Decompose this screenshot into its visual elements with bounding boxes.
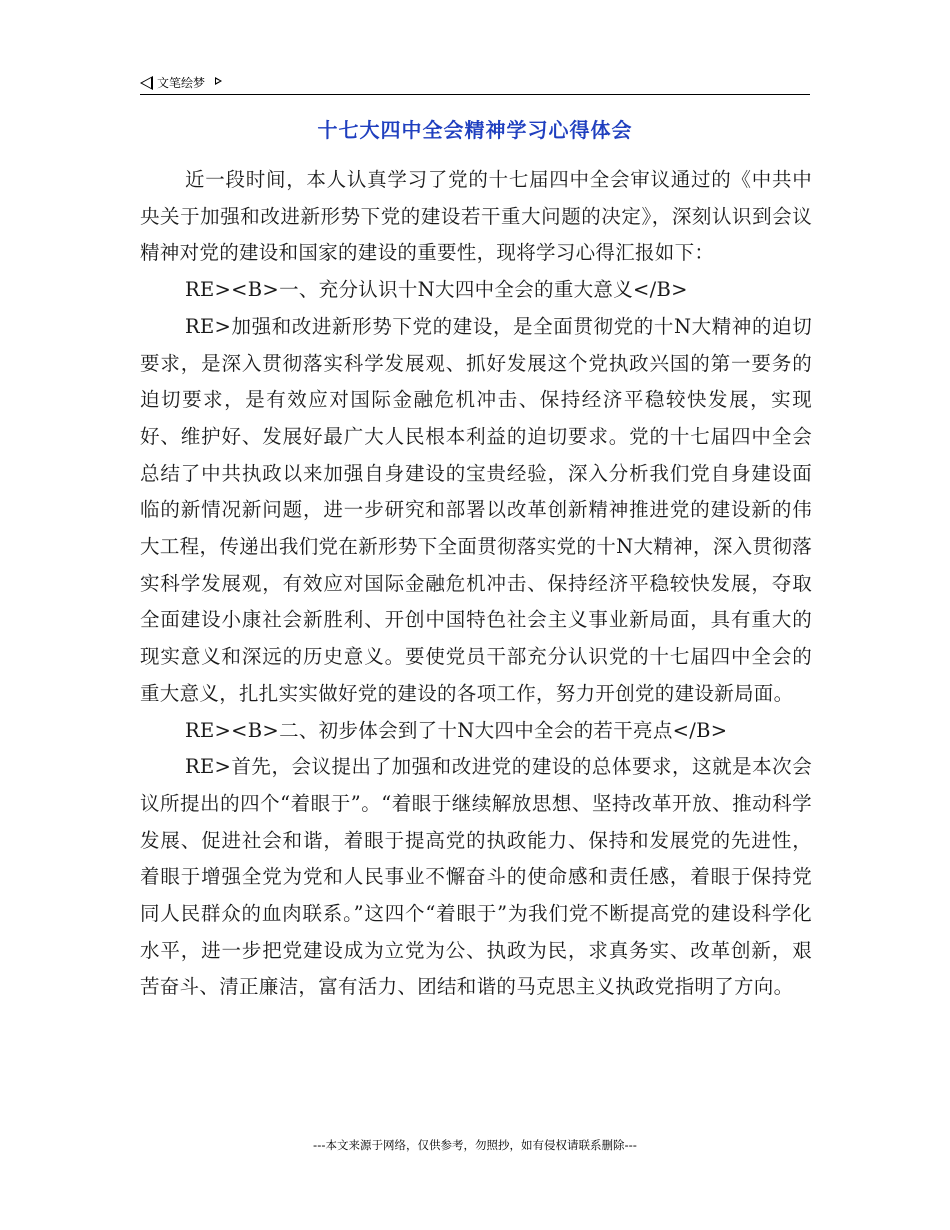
section-heading-1: RE><B>一、充分认识十N大四中全会的重大意义</B> — [185, 278, 688, 302]
document-body — [140, 162, 812, 1006]
page-header — [140, 72, 810, 95]
section-heading-2: RE><B>二、初步体会到了十N大四中全会的若干亮点</B> — [185, 718, 728, 742]
paragraph-section-1: RE>加强和改进新形势下党的建设，是全面贯彻党的十N大精神的迫切要求，是深入贯彻落实科学发展观、抓好发展这个党执政兴国的第一要务的迫切要求，是有效应对国际金融危机冲击、保持经济平稳较快发展，实现好、维护好、发展好最广大人民根本利益的迫切要求。党的十七届四中全会总结了中共执政以来加强自身建设的宝贵经验，深入分析我们党自身建设面临的新情况新问题，进一步研究和部署以改革创新精神推进党的建设新的伟大工程，传递出我们党在新形势下全面贯彻落实党的十N大精神，深入贯彻落实科学发展观，有效应对国际金融危机冲击、保持经济平稳较快发展，夺取全面建设小康社会新胜利、开创中国特色社会主义事业新局面，具有重大的现实意义和深远的历史意义。要使党员干部充分认识党的十七届四中全会的重大意义，扎扎实实做好党的建设的各项工作，努力开创党的建设新局面。 — [140, 314, 812, 705]
paragraph-intro: 近一段时间，本人认真学习了党的十七届四中全会审议通过的《中共中央关于加强和改进新形势下党的建设若干重大问题的决定》，深刻认识到会议精神对党的建设和国家的建设的重要性，现将学习心得汇报如下： — [140, 168, 812, 265]
document-title: 十七大四中全会精神学习心得体会 — [317, 118, 633, 142]
paragraph-section-2: RE>首先，会议提出了加强和改进党的建设的总体要求，这就是本次会议所提出的四个“着眼于”。“着眼于继续解放思想、坚持改革开放、推动科学发展、促进社会和谐，着眼于提高党的执政能力、保持和发展党的先进性，着眼于增强全党为党和人民事业不懈奋斗的使命感和责任感，着眼于保持党同人民群众的血肉联系。”这四个“着眼于”为我们党不断提高党的建设科学化水平，进一步把党建设成为立党为公、执政为民，求真务实、改革创新，艰苦奋斗、清正廉洁，富有活力、团结和谐的马克思主义执政党指明了方向。 — [140, 755, 812, 999]
page-footer: ---本文来源于网络，仅供参考，勿照抄，如有侵权请联系删除--- — [313, 1138, 637, 1152]
triangle-right-icon — [215, 77, 222, 85]
header-brand — [140, 74, 222, 91]
brand-label: 文笔绘梦 — [157, 76, 206, 90]
triangle-left-icon — [140, 76, 153, 90]
